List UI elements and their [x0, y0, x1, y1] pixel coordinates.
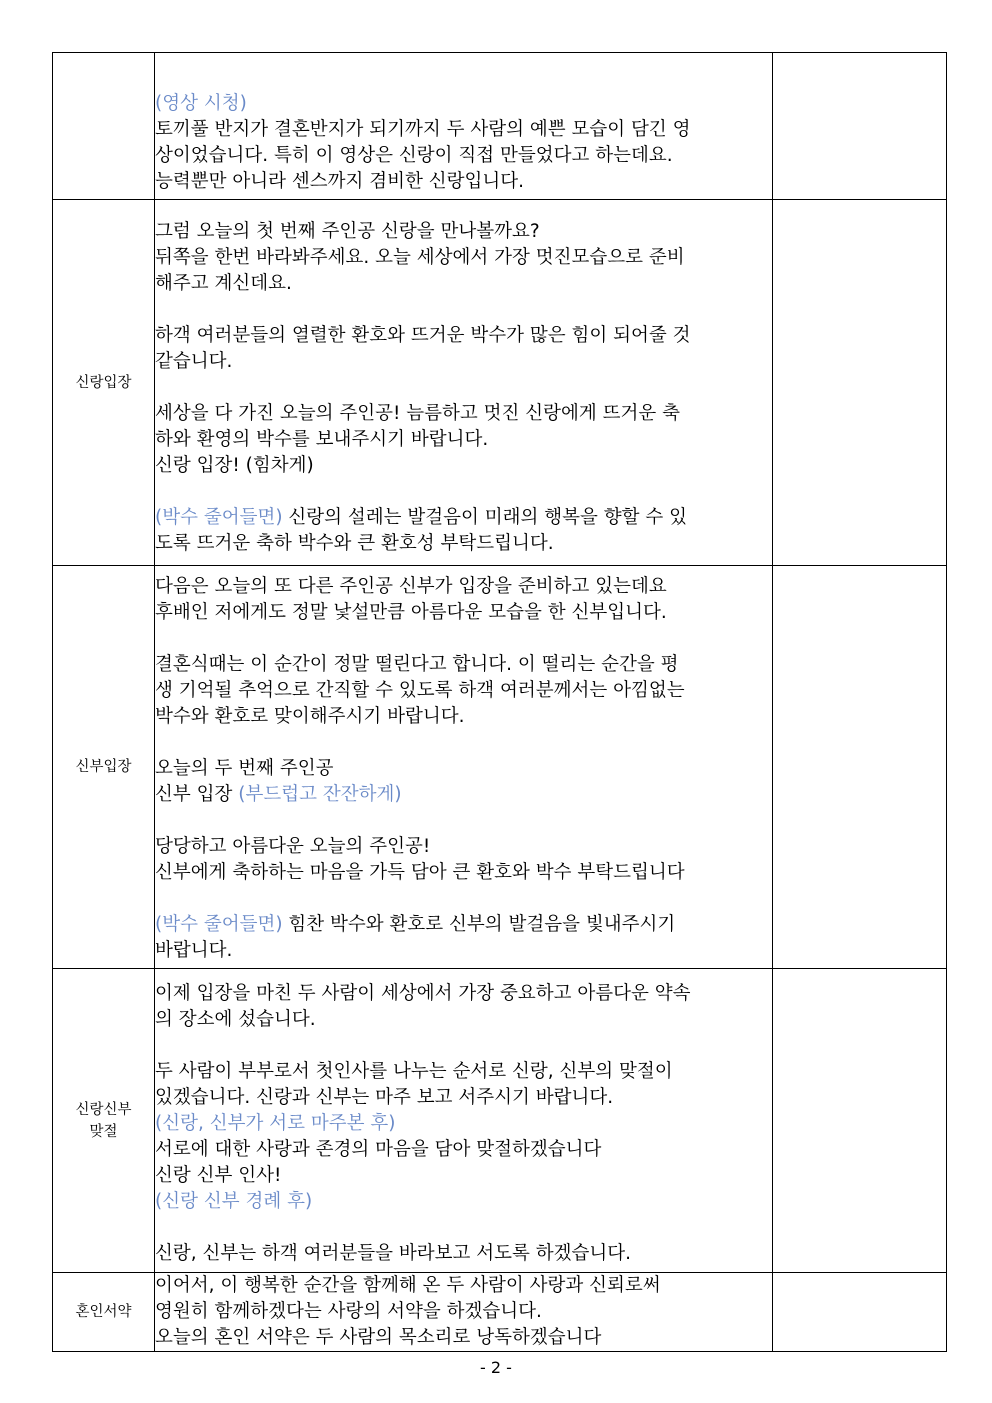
text-line: 오늘의 두 번째 주인공	[155, 758, 334, 779]
text-line: 같습니다.	[155, 350, 233, 372]
text-line: (박수 줄어들면) 힘찬 박수와 환호로 신부의 발걸음을 빛내주시기	[155, 914, 676, 935]
text-line: 해주고 계신데요.	[155, 272, 292, 294]
text-line: 박수와 환호로 맞이해주시기 바랍니다.	[155, 706, 465, 727]
text-line: 신부에게 축하하는 마음을 가득 담아 큰 환호와 박수 부탁드립니다	[155, 862, 685, 883]
text-line: 신랑 신부 인사!	[155, 1164, 282, 1186]
row-label	[53, 53, 155, 200]
stage-direction: (박수 줄어들면)	[155, 914, 283, 935]
stage-direction: (신랑, 신부가 서로 마주본 후)	[155, 1112, 396, 1134]
page-number: - 2 -	[480, 1358, 512, 1377]
text-line: 결혼식때는 이 순간이 정말 떨린다고 합니다. 이 떨리는 순간을 평	[155, 654, 679, 675]
row-label: 신랑신부 맞절	[53, 969, 155, 1273]
text-line: 생 기억될 추억으로 간직할 수 있도록 하객 여러분께서는 아낌없는	[155, 680, 685, 701]
text-line	[155, 1111, 772, 1137]
text-line: 오늘의 혼인 서약은 두 사람의 목소리로 낭독하겠습니다	[155, 1327, 602, 1348]
text-line: 후배인 저에게도 정말 낯설만큼 아름다운 모습을 한 신부입니다.	[155, 602, 667, 623]
text-line: 세상을 다 가진 오늘의 주인공! 늠름하고 멋진 신랑에게 뜨거운 축	[155, 402, 680, 424]
text-line: (박수 줄어들면) 신랑의 설레는 발걸음이 미래의 행복을 향할 수 있	[155, 506, 688, 528]
text-line: 그럼 오늘의 첫 번째 주인공 신랑을 만나볼까요?	[155, 220, 540, 242]
text-line: 두 사람이 부부로서 첫인사를 나누는 순서로 신랑, 신부의 맞절이	[155, 1060, 673, 1082]
text-line: 신랑, 신부는 하객 여러분들을 바라보고 서도록 하겠습니다.	[155, 1242, 631, 1264]
script-table	[52, 52, 947, 1352]
text-line: 하객 여러분들의 열렬한 환호와 뜨거운 박수가 많은 힘이 되어줄 것	[155, 324, 691, 346]
text-line: 이제 입장을 마친 두 사람이 세상에서 가장 중요하고 아름다운 약속	[155, 982, 691, 1004]
stage-direction: (신랑 신부 경례 후)	[155, 1190, 313, 1212]
row-label: 신랑입장	[53, 200, 155, 566]
text-line: 영원히 함께하겠다는 사랑의 서약을 하겠습니다.	[155, 1301, 542, 1322]
text-line: 도록 뜨거운 축하 박수와 큰 환호성 부탁드립니다.	[155, 532, 554, 554]
table-row	[53, 200, 947, 566]
table-row	[53, 1273, 947, 1352]
text-line: 상이었습니다. 특히 이 영상은 신랑이 직접 만들었다고 하는데요.	[155, 145, 673, 166]
table-row	[53, 969, 947, 1273]
row-label: 신부입장	[53, 566, 155, 969]
table-row	[53, 53, 947, 200]
text-line: 있겠습니다. 신랑과 신부는 마주 보고 서주시기 바랍니다.	[155, 1086, 614, 1108]
text-line: 바랍니다.	[155, 940, 233, 961]
text-line: 능력뿐만 아니라 센스까지 겸비한 신랑입니다.	[155, 171, 524, 192]
text-line: 서로에 대한 사랑과 존경의 마음을 담아 맞절하겠습니다	[155, 1138, 602, 1160]
text-line: 당당하고 아름다운 오늘의 주인공!	[155, 836, 431, 857]
text-line: 토끼풀 반지가 결혼반지가 되기까지 두 사람의 예쁜 모습이 담긴 영	[155, 119, 691, 140]
text-line	[155, 91, 772, 117]
row-content	[155, 969, 773, 1273]
text-line	[155, 1189, 772, 1215]
row-content	[155, 53, 773, 200]
row-label: 혼인서약	[53, 1273, 155, 1352]
text-line: 신랑 입장! (힘차게)	[155, 454, 314, 476]
notes-cell	[773, 566, 947, 969]
stage-direction: (영상 시청)	[155, 93, 247, 114]
notes-cell	[773, 200, 947, 566]
stage-direction: (박수 줄어들면)	[155, 506, 283, 528]
text-line: 신부 입장 (부드럽고 잔잔하게)	[155, 784, 402, 805]
notes-cell	[773, 53, 947, 200]
row-content	[155, 200, 773, 566]
text-line: 하와 환영의 박수를 보내주시기 바랍니다.	[155, 428, 489, 450]
row-content	[155, 566, 773, 969]
notes-cell	[773, 1273, 947, 1352]
text-line: 이어서, 이 행복한 순간을 함께해 온 두 사람이 사랑과 신뢰로써	[155, 1275, 661, 1296]
text-line: 의 장소에 섰습니다.	[155, 1008, 316, 1030]
row-content	[155, 1273, 773, 1352]
text-line: 뒤쪽을 한번 바라봐주세요. 오늘 세상에서 가장 멋진모습으로 준비	[155, 246, 685, 268]
stage-direction: (부드럽고 잔잔하게)	[238, 784, 402, 805]
notes-cell	[773, 969, 947, 1273]
text-line: 다음은 오늘의 또 다른 주인공 신부가 입장을 준비하고 있는데요	[155, 576, 667, 597]
table-row	[53, 566, 947, 969]
